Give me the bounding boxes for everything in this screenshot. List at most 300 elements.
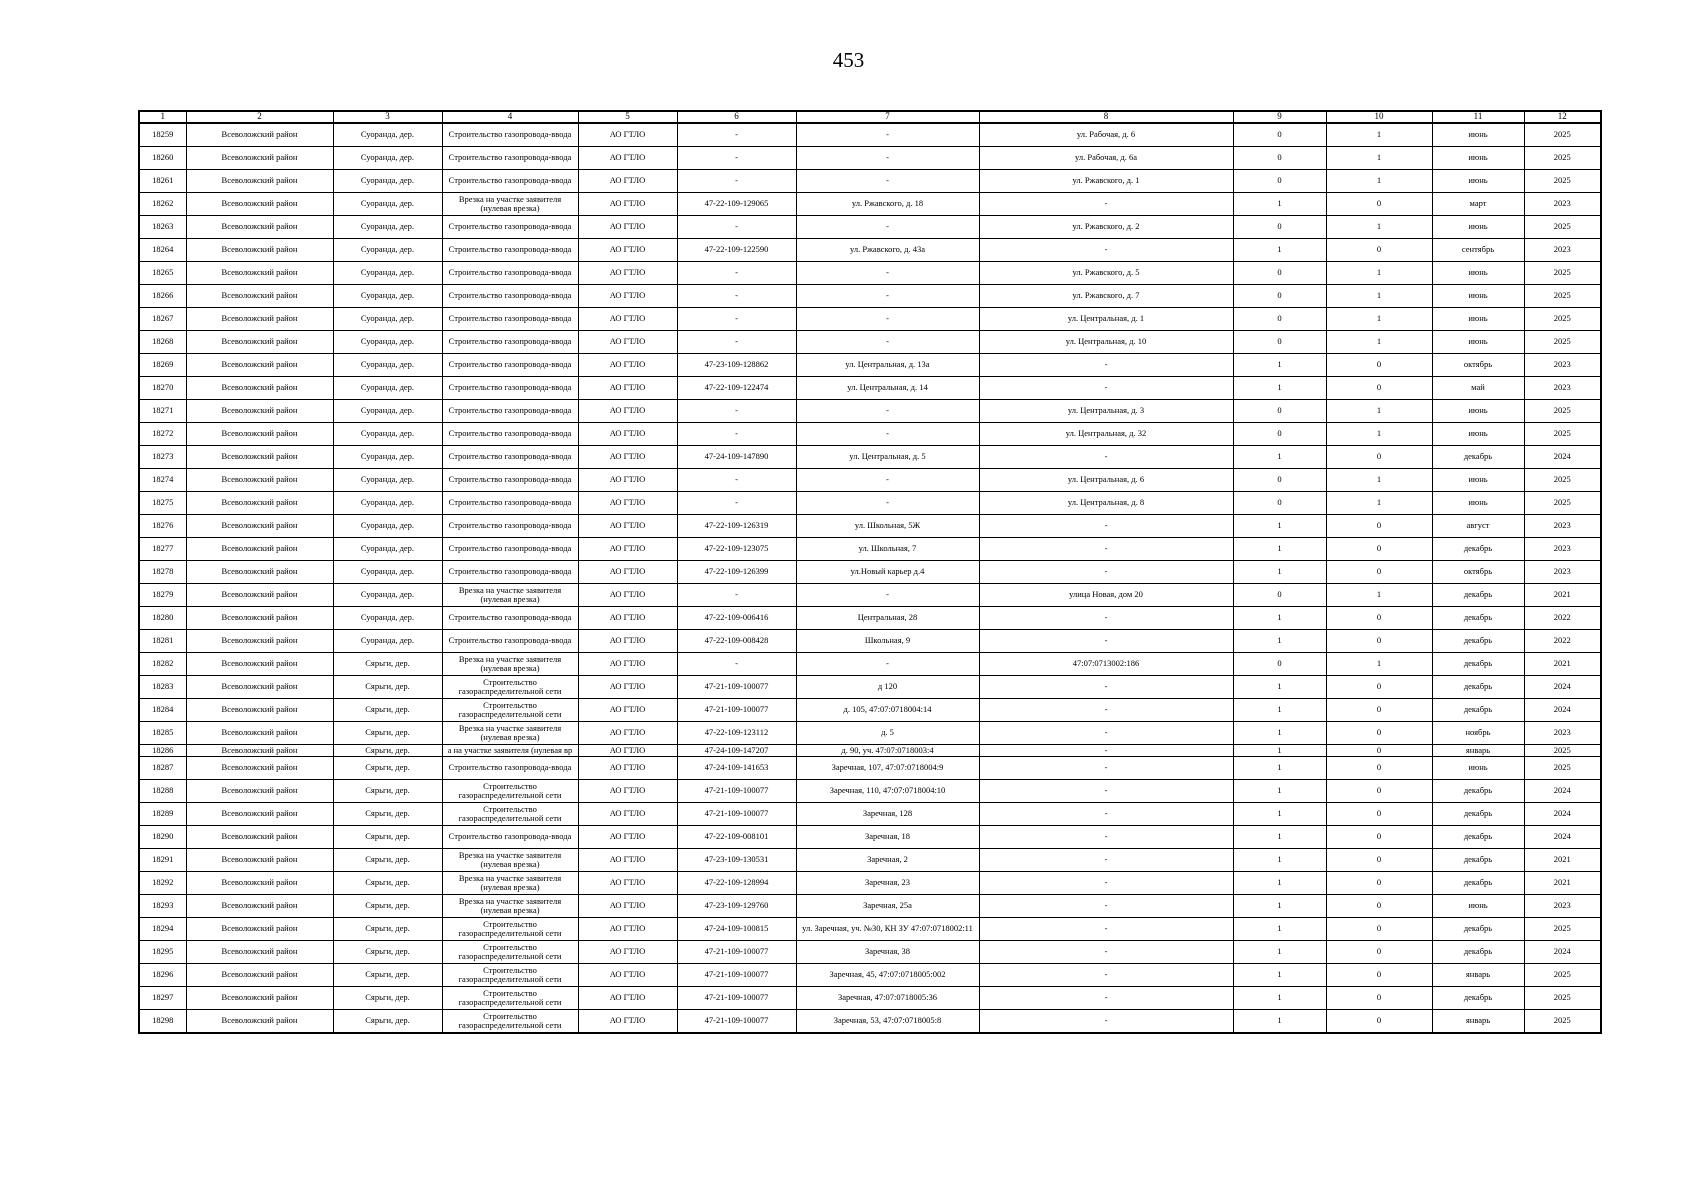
table-cell: Заречная, 38 <box>796 941 979 964</box>
table-cell: 2022 <box>1524 630 1601 653</box>
table-cell: - <box>796 653 979 676</box>
table-cell: Заречная, 45, 47:07:0718005:002 <box>796 964 979 987</box>
table-cell: Всеволожский район <box>186 331 333 354</box>
table-cell: Суоранда, дер. <box>333 285 442 308</box>
table-cell: 47-22-109-129065 <box>677 193 796 216</box>
table-cell: Суоранда, дер. <box>333 239 442 262</box>
table-cell: ул. Ржавского, д. 7 <box>979 285 1233 308</box>
table-cell: 2022 <box>1524 607 1601 630</box>
table-cell: - <box>979 676 1233 699</box>
table-cell: 18296 <box>139 964 186 987</box>
table-cell: ул. Ржавского, д. 18 <box>796 193 979 216</box>
table-cell: Всеволожский район <box>186 941 333 964</box>
table-cell: АО ГТЛО <box>578 745 677 757</box>
table-cell: ул. Ржавского, д. 2 <box>979 216 1233 239</box>
table-cell: Всеволожский район <box>186 964 333 987</box>
table-row <box>139 123 1601 147</box>
table-cell: 0 <box>1233 400 1326 423</box>
table-row <box>139 699 1601 722</box>
table-cell: Строительство газопровода-ввода <box>442 239 578 262</box>
table-cell: 2025 <box>1524 918 1601 941</box>
table-cell: июнь <box>1432 285 1524 308</box>
table-cell: 2025 <box>1524 1010 1601 1034</box>
table-cell: 1 <box>1233 699 1326 722</box>
table-cell: - <box>677 423 796 446</box>
table-cell: 2025 <box>1524 492 1601 515</box>
table-row <box>139 676 1601 699</box>
table-cell: декабрь <box>1432 584 1524 607</box>
table-cell: 2024 <box>1524 676 1601 699</box>
table-row <box>139 826 1601 849</box>
table-cell: - <box>677 262 796 285</box>
table-cell: 0 <box>1233 285 1326 308</box>
table-cell: - <box>979 826 1233 849</box>
table-cell: 1 <box>1326 331 1432 354</box>
table-cell: 1 <box>1233 849 1326 872</box>
table-cell: ул. Рабочая, д. 6а <box>979 147 1233 170</box>
table-row <box>139 492 1601 515</box>
table-cell: 1 <box>1233 941 1326 964</box>
table-cell: 0 <box>1233 147 1326 170</box>
table-cell: Всеволожский район <box>186 895 333 918</box>
table-cell: Строительство газопровода-ввода <box>442 630 578 653</box>
table-cell: 1 <box>1233 722 1326 745</box>
table-cell: Заречная, 110, 47:07:0718004:10 <box>796 780 979 803</box>
table-cell: д. 105, 47:07:0718004:14 <box>796 699 979 722</box>
table-cell: ул. Центральная, д. 6 <box>979 469 1233 492</box>
table-cell: 1 <box>1233 757 1326 780</box>
table-cell: 1 <box>1326 492 1432 515</box>
table-row <box>139 446 1601 469</box>
table-cell: Строительство газопровода-ввода <box>442 308 578 331</box>
table-row <box>139 722 1601 745</box>
table-cell: - <box>796 584 979 607</box>
table-cell: 0 <box>1233 469 1326 492</box>
table-cell: Строительство газопровода-ввода <box>442 607 578 630</box>
table-cell: Сярьги, дер. <box>333 757 442 780</box>
table-cell: АО ГТЛО <box>578 676 677 699</box>
table-cell: Строительство газопровода-ввода <box>442 123 578 147</box>
table-cell: ул. Ржавского, д. 5 <box>979 262 1233 285</box>
table-cell: АО ГТЛО <box>578 941 677 964</box>
table-row <box>139 849 1601 872</box>
table-cell: декабрь <box>1432 872 1524 895</box>
table-cell: АО ГТЛО <box>578 423 677 446</box>
table-cell: 1 <box>1233 354 1326 377</box>
table-cell: АО ГТЛО <box>578 193 677 216</box>
table-cell: АО ГТЛО <box>578 515 677 538</box>
table-cell: Врезка на участке заявителя (нулевая врезка) <box>442 653 578 676</box>
table-cell: июнь <box>1432 469 1524 492</box>
table-cell: 0 <box>1326 745 1432 757</box>
table-cell: 1 <box>1326 147 1432 170</box>
table-cell: 18267 <box>139 308 186 331</box>
table-cell: 2023 <box>1524 895 1601 918</box>
table-cell: 2023 <box>1524 722 1601 745</box>
table-cell: 1 <box>1233 964 1326 987</box>
table-cell: АО ГТЛО <box>578 630 677 653</box>
table-cell: июнь <box>1432 308 1524 331</box>
table-cell: 0 <box>1326 849 1432 872</box>
table-cell: Всеволожский район <box>186 584 333 607</box>
table-cell: - <box>677 469 796 492</box>
table-row <box>139 1010 1601 1034</box>
table-cell: Всеволожский район <box>186 400 333 423</box>
table-cell: 2025 <box>1524 147 1601 170</box>
table-cell: 0 <box>1326 803 1432 826</box>
table-row <box>139 285 1601 308</box>
table-cell: 47-22-109-122590 <box>677 239 796 262</box>
table-cell: Заречная, 128 <box>796 803 979 826</box>
table-cell: 0 <box>1326 699 1432 722</box>
table-cell: 18295 <box>139 941 186 964</box>
table-cell: Всеволожский район <box>186 872 333 895</box>
column-header: 1 <box>139 111 186 123</box>
table-cell: 18291 <box>139 849 186 872</box>
table-cell: - <box>979 941 1233 964</box>
table-cell: 0 <box>1326 561 1432 584</box>
table-cell: Всеволожский район <box>186 699 333 722</box>
table-cell: Строительство газораспределительной сети <box>442 987 578 1010</box>
table-cell: 2024 <box>1524 699 1601 722</box>
table-cell: Строительство газораспределительной сети <box>442 803 578 826</box>
table-row <box>139 803 1601 826</box>
table-cell: 18260 <box>139 147 186 170</box>
table-cell: ул. Ржавского, д. 43а <box>796 239 979 262</box>
table-cell: 1 <box>1233 872 1326 895</box>
table-cell: - <box>677 216 796 239</box>
column-header: 5 <box>578 111 677 123</box>
table-cell: Строительство газопровода-ввода <box>442 147 578 170</box>
table-cell: 18261 <box>139 170 186 193</box>
table-cell: Всеволожский район <box>186 423 333 446</box>
table-row <box>139 308 1601 331</box>
table-cell: 2024 <box>1524 446 1601 469</box>
table-cell: - <box>979 803 1233 826</box>
table-cell: 0 <box>1233 262 1326 285</box>
table-cell: декабрь <box>1432 630 1524 653</box>
table-cell: 2023 <box>1524 538 1601 561</box>
table-cell: Всеволожский район <box>186 377 333 400</box>
table-cell: д. 90, уч. 47:07:0718003:4 <box>796 745 979 757</box>
table-cell: 0 <box>1233 308 1326 331</box>
table-cell: 2023 <box>1524 377 1601 400</box>
table-cell: - <box>796 262 979 285</box>
table-cell: Строительство газораспределительной сети <box>442 1010 578 1034</box>
table-cell: Суоранда, дер. <box>333 147 442 170</box>
table-cell: Сярьги, дер. <box>333 964 442 987</box>
table-cell: Строительство газораспределительной сети <box>442 964 578 987</box>
table-cell: Всеволожский район <box>186 446 333 469</box>
table-cell: АО ГТЛО <box>578 400 677 423</box>
table-cell: 2024 <box>1524 826 1601 849</box>
table-cell: 47-21-109-100077 <box>677 941 796 964</box>
table-cell: июнь <box>1432 895 1524 918</box>
table-cell: 18289 <box>139 803 186 826</box>
table-cell: январь <box>1432 1010 1524 1034</box>
table-cell: Сярьги, дер. <box>333 722 442 745</box>
table-cell: 47-21-109-100077 <box>677 676 796 699</box>
table-cell: 47-24-109-100815 <box>677 918 796 941</box>
table-cell: - <box>979 918 1233 941</box>
table-cell: 2025 <box>1524 745 1601 757</box>
table-cell: - <box>677 147 796 170</box>
table-cell: Строительство газопровода-ввода <box>442 492 578 515</box>
table-cell: 2025 <box>1524 400 1601 423</box>
table-cell: Суоранда, дер. <box>333 123 442 147</box>
table-row <box>139 331 1601 354</box>
table-cell: декабрь <box>1432 803 1524 826</box>
table-row <box>139 147 1601 170</box>
table-cell: АО ГТЛО <box>578 123 677 147</box>
table-cell: Строительство газопровода-ввода <box>442 262 578 285</box>
table-row <box>139 400 1601 423</box>
table-cell: 2025 <box>1524 757 1601 780</box>
table-cell: - <box>979 699 1233 722</box>
table-cell: 18271 <box>139 400 186 423</box>
table-cell: АО ГТЛО <box>578 469 677 492</box>
table-cell: 18269 <box>139 354 186 377</box>
table-cell: АО ГТЛО <box>578 872 677 895</box>
table-cell: 47-22-109-126399 <box>677 561 796 584</box>
table-cell: 1 <box>1233 193 1326 216</box>
table-cell: июнь <box>1432 400 1524 423</box>
table-cell: Врезка на участке заявителя (нулевая врезка) <box>442 849 578 872</box>
table-cell: Строительство газопровода-ввода <box>442 446 578 469</box>
table-cell: Всеволожский район <box>186 147 333 170</box>
table-cell: 1 <box>1233 826 1326 849</box>
table-cell: 0 <box>1326 987 1432 1010</box>
table-cell: - <box>979 1010 1233 1034</box>
table-cell: Суоранда, дер. <box>333 446 442 469</box>
table-cell: 47-22-109-128994 <box>677 872 796 895</box>
table-cell: 47-24-109-141653 <box>677 757 796 780</box>
table-cell: 1 <box>1233 1010 1326 1034</box>
table-cell: АО ГТЛО <box>578 803 677 826</box>
table-cell: АО ГТЛО <box>578 377 677 400</box>
table-cell: - <box>796 147 979 170</box>
table-row <box>139 941 1601 964</box>
column-header: 12 <box>1524 111 1601 123</box>
table-cell: Всеволожский район <box>186 653 333 676</box>
table-cell: июнь <box>1432 757 1524 780</box>
table-cell: июнь <box>1432 423 1524 446</box>
table-cell: 2021 <box>1524 653 1601 676</box>
table-cell: декабрь <box>1432 676 1524 699</box>
table-cell: октябрь <box>1432 354 1524 377</box>
table-cell: АО ГТЛО <box>578 987 677 1010</box>
table-cell: Сярьги, дер. <box>333 699 442 722</box>
table-cell: Заречная, 2 <box>796 849 979 872</box>
table-cell: 18290 <box>139 826 186 849</box>
table-cell: АО ГТЛО <box>578 538 677 561</box>
table-cell: 18264 <box>139 239 186 262</box>
table-cell: - <box>677 400 796 423</box>
table-cell: АО ГТЛО <box>578 780 677 803</box>
table-row <box>139 515 1601 538</box>
table-cell: - <box>979 607 1233 630</box>
table-cell: 1 <box>1233 630 1326 653</box>
table-cell: Строительство газопровода-ввода <box>442 423 578 446</box>
table-cell: 1 <box>1233 745 1326 757</box>
table-cell: 18281 <box>139 630 186 653</box>
table-cell: 1 <box>1326 584 1432 607</box>
column-header: 2 <box>186 111 333 123</box>
table-cell: 1 <box>1326 653 1432 676</box>
table-cell: Суоранда, дер. <box>333 308 442 331</box>
table-cell: - <box>979 354 1233 377</box>
table-cell: 18262 <box>139 193 186 216</box>
column-header: 3 <box>333 111 442 123</box>
table-cell: 1 <box>1233 607 1326 630</box>
table-cell: Суоранда, дер. <box>333 423 442 446</box>
table-row <box>139 561 1601 584</box>
table-cell: 47-22-109-126319 <box>677 515 796 538</box>
table-cell: 47-21-109-100077 <box>677 803 796 826</box>
table-cell: 0 <box>1326 1010 1432 1034</box>
table-cell: Строительство газопровода-ввода <box>442 354 578 377</box>
table-cell: Суоранда, дер. <box>333 193 442 216</box>
table-row <box>139 216 1601 239</box>
register-table <box>138 110 1602 1034</box>
table-cell: - <box>979 987 1233 1010</box>
table-cell: Строительство газопровода-ввода <box>442 331 578 354</box>
table-cell: май <box>1432 377 1524 400</box>
table-cell: 47-22-109-006416 <box>677 607 796 630</box>
table-cell: АО ГТЛО <box>578 308 677 331</box>
table-cell: июнь <box>1432 170 1524 193</box>
table-cell: Суоранда, дер. <box>333 630 442 653</box>
table-cell: Сярьги, дер. <box>333 872 442 895</box>
table-cell: Всеволожский район <box>186 561 333 584</box>
table-cell: 18263 <box>139 216 186 239</box>
table-row <box>139 757 1601 780</box>
table-cell: 0 <box>1233 216 1326 239</box>
table-cell: Всеволожский район <box>186 538 333 561</box>
table-cell: июнь <box>1432 123 1524 147</box>
table-cell: ул. Школьная, 7 <box>796 538 979 561</box>
table-cell: Всеволожский район <box>186 757 333 780</box>
table-cell: Всеволожский район <box>186 676 333 699</box>
table-cell: АО ГТЛО <box>578 757 677 780</box>
table-cell: АО ГТЛО <box>578 607 677 630</box>
table-row <box>139 872 1601 895</box>
table-cell: Всеволожский район <box>186 803 333 826</box>
table-cell: - <box>979 561 1233 584</box>
table-cell: АО ГТЛО <box>578 285 677 308</box>
table-cell: - <box>677 653 796 676</box>
table-cell: Суоранда, дер. <box>333 584 442 607</box>
table-cell: - <box>677 123 796 147</box>
table-cell: 2023 <box>1524 561 1601 584</box>
table-cell: АО ГТЛО <box>578 354 677 377</box>
table-cell: АО ГТЛО <box>578 584 677 607</box>
table-cell: 1 <box>1233 538 1326 561</box>
column-header: 4 <box>442 111 578 123</box>
table-cell: 0 <box>1233 331 1326 354</box>
column-header: 10 <box>1326 111 1432 123</box>
table-cell: АО ГТЛО <box>578 446 677 469</box>
table-cell: Заречная, 23 <box>796 872 979 895</box>
table-cell: июнь <box>1432 492 1524 515</box>
table-cell: 18284 <box>139 699 186 722</box>
table-row <box>139 377 1601 400</box>
table-cell: Суоранда, дер. <box>333 515 442 538</box>
table-row <box>139 918 1601 941</box>
table-row <box>139 354 1601 377</box>
table-cell: 0 <box>1326 676 1432 699</box>
header-row <box>139 111 1601 123</box>
table-cell: 1 <box>1233 987 1326 1010</box>
table-cell: Всеволожский район <box>186 469 333 492</box>
table-row <box>139 780 1601 803</box>
table-cell: 0 <box>1326 193 1432 216</box>
table-cell: Заречная, 47:07:0718005:36 <box>796 987 979 1010</box>
table-cell: Строительство газораспределительной сети <box>442 699 578 722</box>
table-cell: - <box>979 780 1233 803</box>
table-cell: август <box>1432 515 1524 538</box>
table-cell: Всеволожский район <box>186 216 333 239</box>
table-cell: Сярьги, дер. <box>333 826 442 849</box>
table-cell: АО ГТЛО <box>578 561 677 584</box>
table-cell: - <box>979 515 1233 538</box>
table-cell: 47-21-109-100077 <box>677 987 796 1010</box>
table-cell: 47-22-109-008428 <box>677 630 796 653</box>
table-cell: 0 <box>1233 170 1326 193</box>
table-cell: 2023 <box>1524 354 1601 377</box>
table-cell: Суоранда, дер. <box>333 216 442 239</box>
table-cell: Заречная, 25а <box>796 895 979 918</box>
table-cell: - <box>979 239 1233 262</box>
table-cell: 0 <box>1326 780 1432 803</box>
table-cell: 18280 <box>139 607 186 630</box>
table-cell: 1 <box>1233 918 1326 941</box>
table-cell: Строительство газопровода-ввода <box>442 170 578 193</box>
table-cell: 18283 <box>139 676 186 699</box>
table-cell: 2025 <box>1524 423 1601 446</box>
table-cell: 18265 <box>139 262 186 285</box>
table-cell: 1 <box>1233 515 1326 538</box>
table-cell: Сярьги, дер. <box>333 895 442 918</box>
table-cell: 2025 <box>1524 331 1601 354</box>
table-cell: 1 <box>1233 676 1326 699</box>
table-cell: Суоранда, дер. <box>333 492 442 515</box>
table-cell: Всеволожский район <box>186 849 333 872</box>
table-cell: - <box>796 400 979 423</box>
table-cell: - <box>796 285 979 308</box>
table-cell: АО ГТЛО <box>578 849 677 872</box>
table-cell: Суоранда, дер. <box>333 331 442 354</box>
table-cell: 1 <box>1233 377 1326 400</box>
table-cell: Врезка на участке заявителя (нулевая врезка) <box>442 722 578 745</box>
table-cell: Сярьги, дер. <box>333 745 442 757</box>
table-cell: ул. Центральная, д. 3 <box>979 400 1233 423</box>
table-cell: 2024 <box>1524 803 1601 826</box>
table-cell: Заречная, 107, 47:07:0718004:9 <box>796 757 979 780</box>
table-row <box>139 987 1601 1010</box>
table-cell: ноябрь <box>1432 722 1524 745</box>
table-cell: - <box>979 193 1233 216</box>
table-cell: - <box>979 377 1233 400</box>
table-cell: АО ГТЛО <box>578 239 677 262</box>
table-cell: 0 <box>1326 239 1432 262</box>
table-cell: 18298 <box>139 1010 186 1034</box>
table-row <box>139 964 1601 987</box>
table-cell: Суоранда, дер. <box>333 354 442 377</box>
table-row <box>139 193 1601 216</box>
table-row <box>139 538 1601 561</box>
column-header: 6 <box>677 111 796 123</box>
